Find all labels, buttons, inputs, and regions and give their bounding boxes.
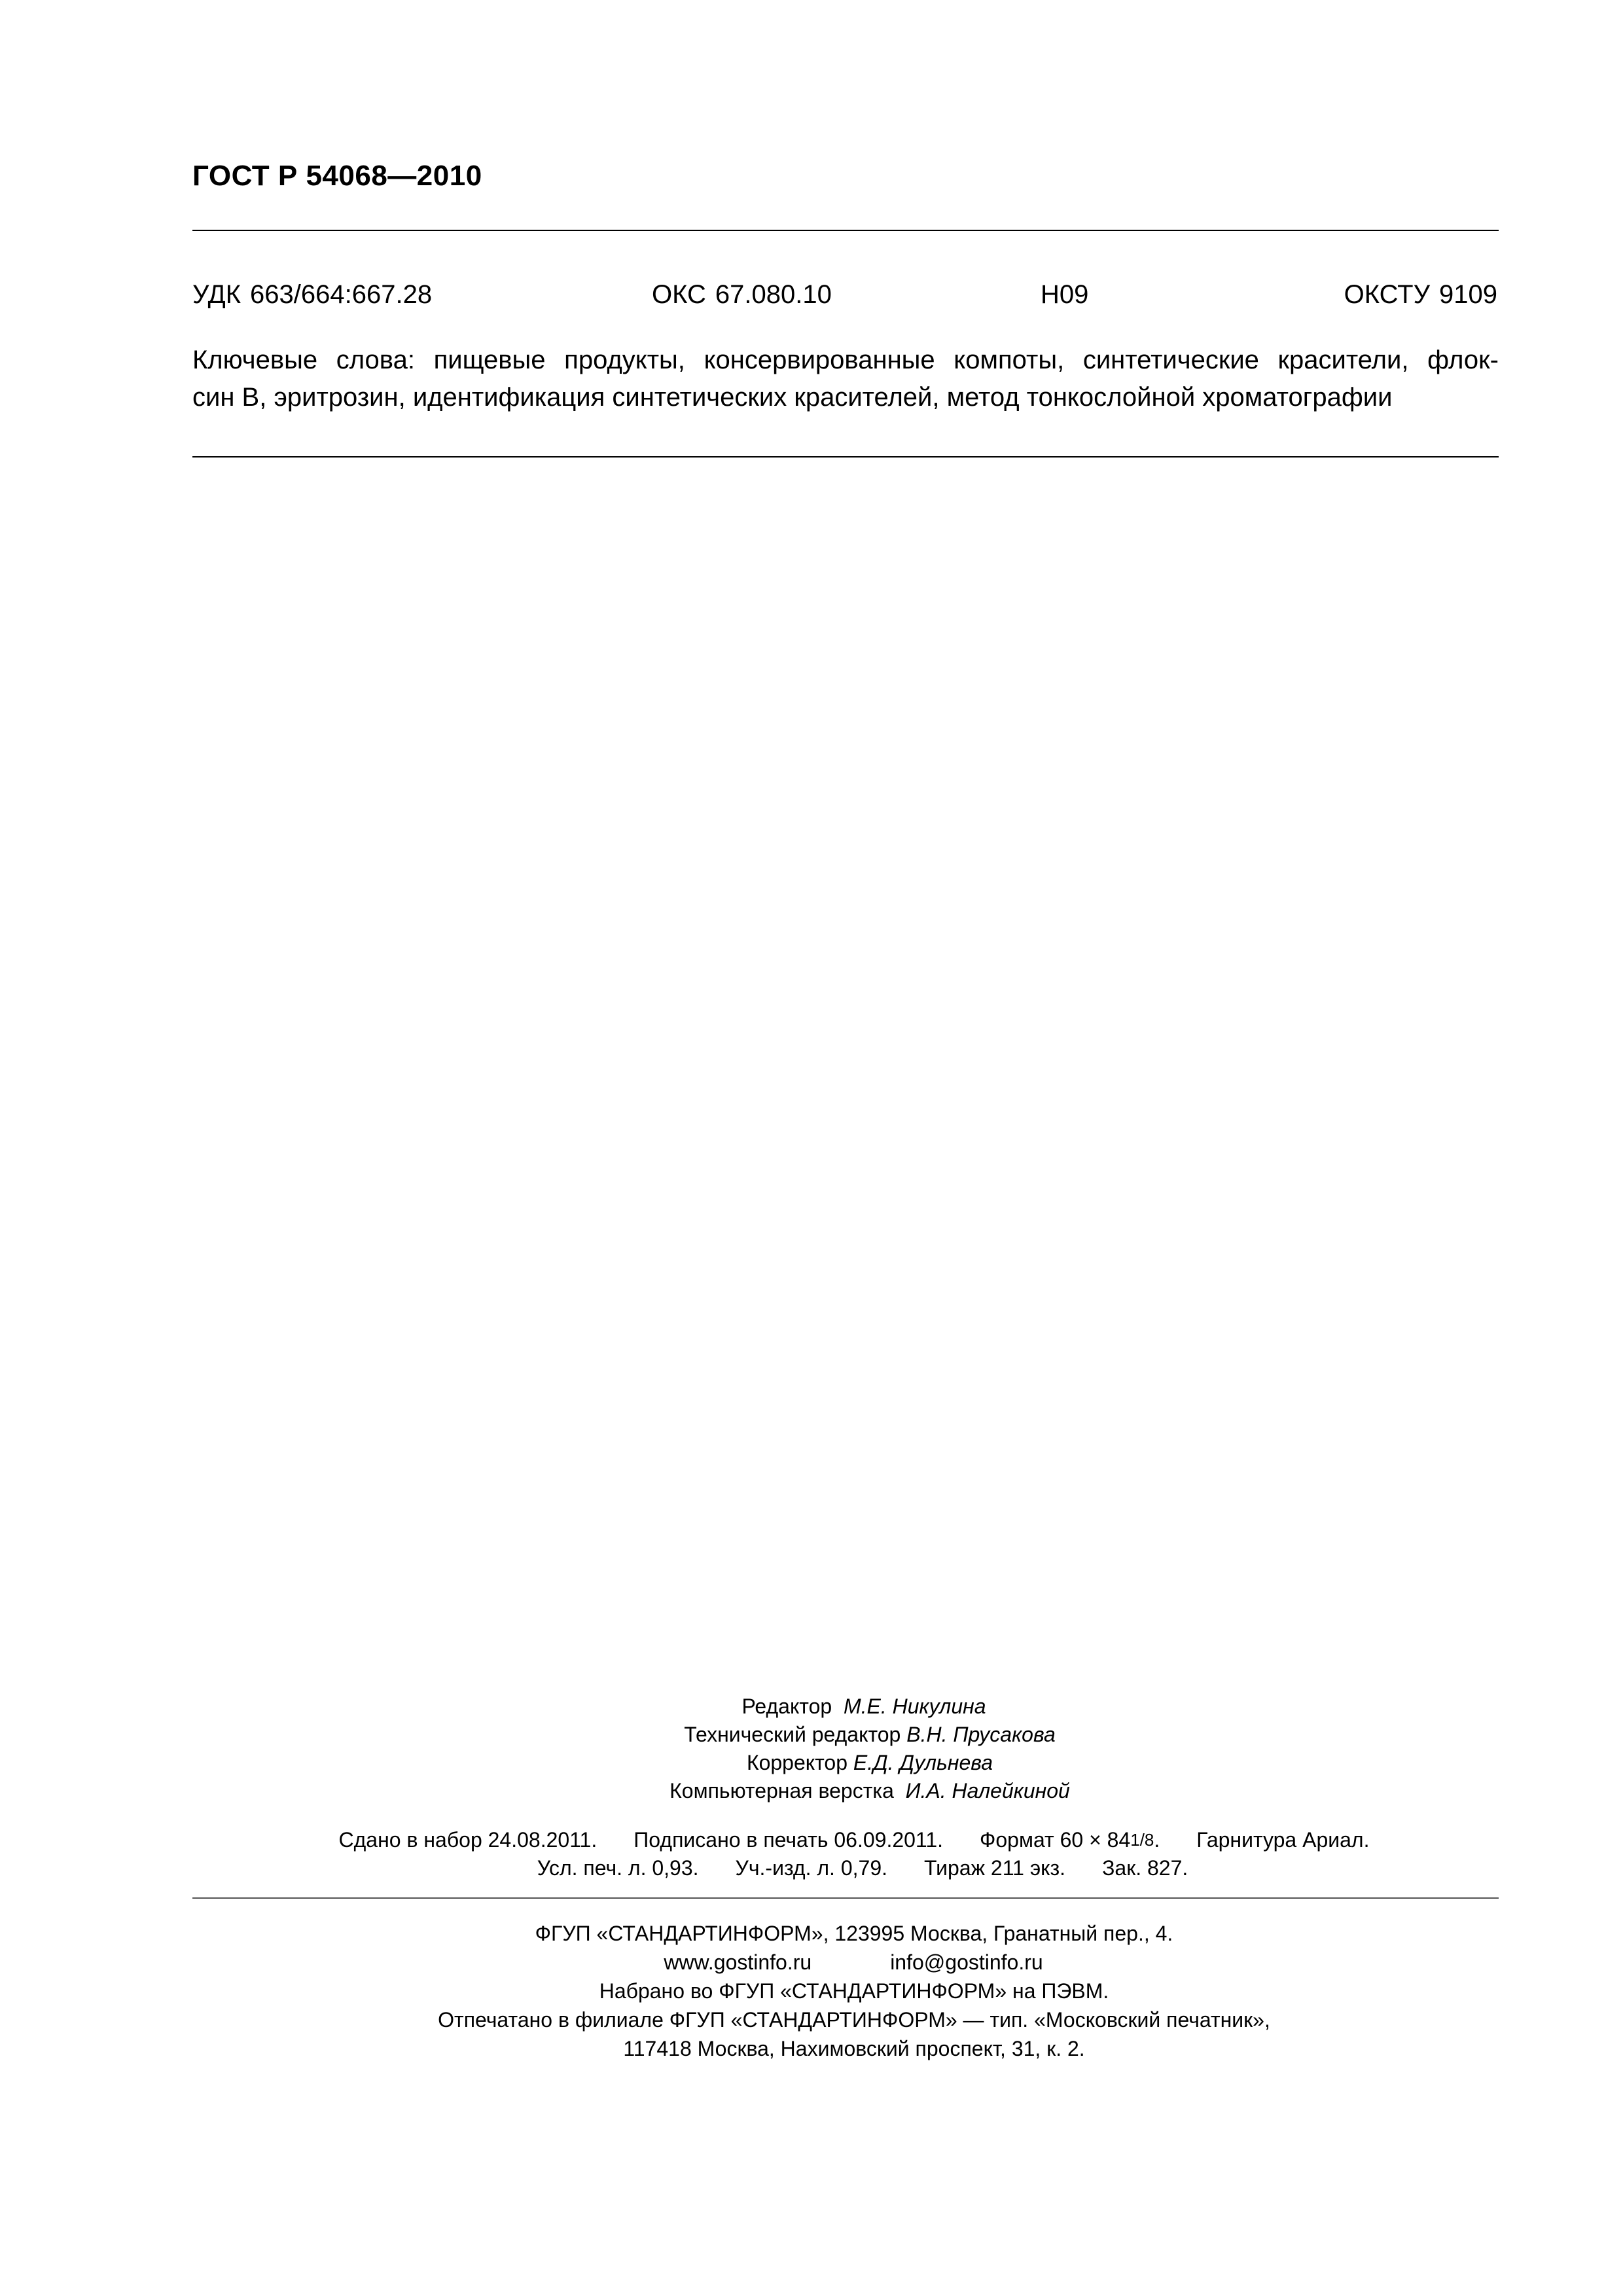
printed-note: Отпечатано в филиале ФГУП «СТАНДАРТИНФОРМ» — тип. «Московский печатник», xyxy=(438,2008,1270,2032)
udk-code xyxy=(192,280,432,310)
credit-name: Е.Д. Дульнева xyxy=(853,1751,993,1774)
n-code: Н09 xyxy=(1041,280,1089,309)
okstu-code xyxy=(1344,280,1497,310)
credit-name: В.Н. Прусакова xyxy=(906,1723,1056,1746)
print-sheets: Усл. печ. л. 0,93. xyxy=(537,1856,699,1880)
keywords-paragraph xyxy=(192,342,1499,416)
oks-code xyxy=(652,280,832,310)
format-fraction: 1/8 xyxy=(1130,1830,1154,1850)
credit-layout xyxy=(0,1777,1623,1805)
publishing-sheets: Уч.-изд. л. 0,79. xyxy=(735,1856,887,1880)
email-link[interactable]: info@gostinfo.ru xyxy=(890,1950,1043,1974)
publisher-address: ФГУП «СТАНДАРТИНФОРМ», 123995 Москва, Гранатный пер., 4. xyxy=(535,1922,1173,1945)
submitted-date: Сдано в набор 24.08.2011. xyxy=(338,1828,597,1852)
classification-codes xyxy=(192,280,1499,317)
oks-value: 67.080.10 xyxy=(715,280,832,309)
print-info-line-1 xyxy=(0,1826,1623,1854)
publisher-contacts xyxy=(0,1948,1623,1977)
imprint-divider xyxy=(192,1897,1499,1899)
top-divider xyxy=(192,230,1499,231)
credit-name: И.А. Налейкиной xyxy=(905,1779,1070,1803)
credit-role: Редактор xyxy=(741,1695,832,1718)
print-info-line-2 xyxy=(0,1854,1623,1882)
credit-editor xyxy=(0,1693,1623,1721)
credit-role: Корректор xyxy=(746,1751,848,1774)
standard-designation: ГОСТ Р 54068—2010 xyxy=(192,160,482,192)
print-information xyxy=(0,1826,1623,1882)
paper-format: Формат 60 × 841/8. xyxy=(980,1828,1160,1852)
credit-proofreader xyxy=(0,1749,1623,1777)
credit-role: Технический редактор xyxy=(684,1723,901,1746)
udk-value: 663/664:667.28 xyxy=(250,280,433,309)
oks-label: ОКС xyxy=(652,280,706,309)
printer-address: 117418 Москва, Нахимовский проспект, 31, к. 2. xyxy=(623,2037,1085,2060)
website-link[interactable]: www.gostinfo.ru xyxy=(664,1950,812,1974)
credit-role: Компьютерная верстка xyxy=(669,1779,894,1803)
signed-date: Подписано в печать 06.09.2011. xyxy=(633,1828,944,1852)
keywords-line-1: Ключевые слова: пищевые продукты, консервированные компоты, синтетические красители, флок- xyxy=(192,346,1499,374)
credit-technical-editor xyxy=(0,1721,1623,1749)
order-number: Зак. 827. xyxy=(1102,1856,1188,1880)
credit-name: М.Е. Никулина xyxy=(843,1695,986,1718)
typeset-note: Набрано во ФГУП «СТАНДАРТИНФОРМ» на ПЭВМ. xyxy=(599,1979,1109,2003)
okstu-label: ОКСТУ xyxy=(1344,280,1431,309)
keywords-line-2: син В, эритрозин, идентификация синтетических красителей, метод тонкослойной хроматографии xyxy=(192,383,1393,412)
editorial-credits xyxy=(0,1693,1623,1805)
udk-label: УДК xyxy=(192,280,241,309)
okstu-value: 9109 xyxy=(1439,280,1497,309)
circulation: Тираж 211 экз. xyxy=(924,1856,1066,1880)
publisher-imprint xyxy=(0,1919,1623,2063)
typeface: Гарнитура Ариал. xyxy=(1196,1828,1370,1852)
keywords-divider xyxy=(192,456,1499,457)
